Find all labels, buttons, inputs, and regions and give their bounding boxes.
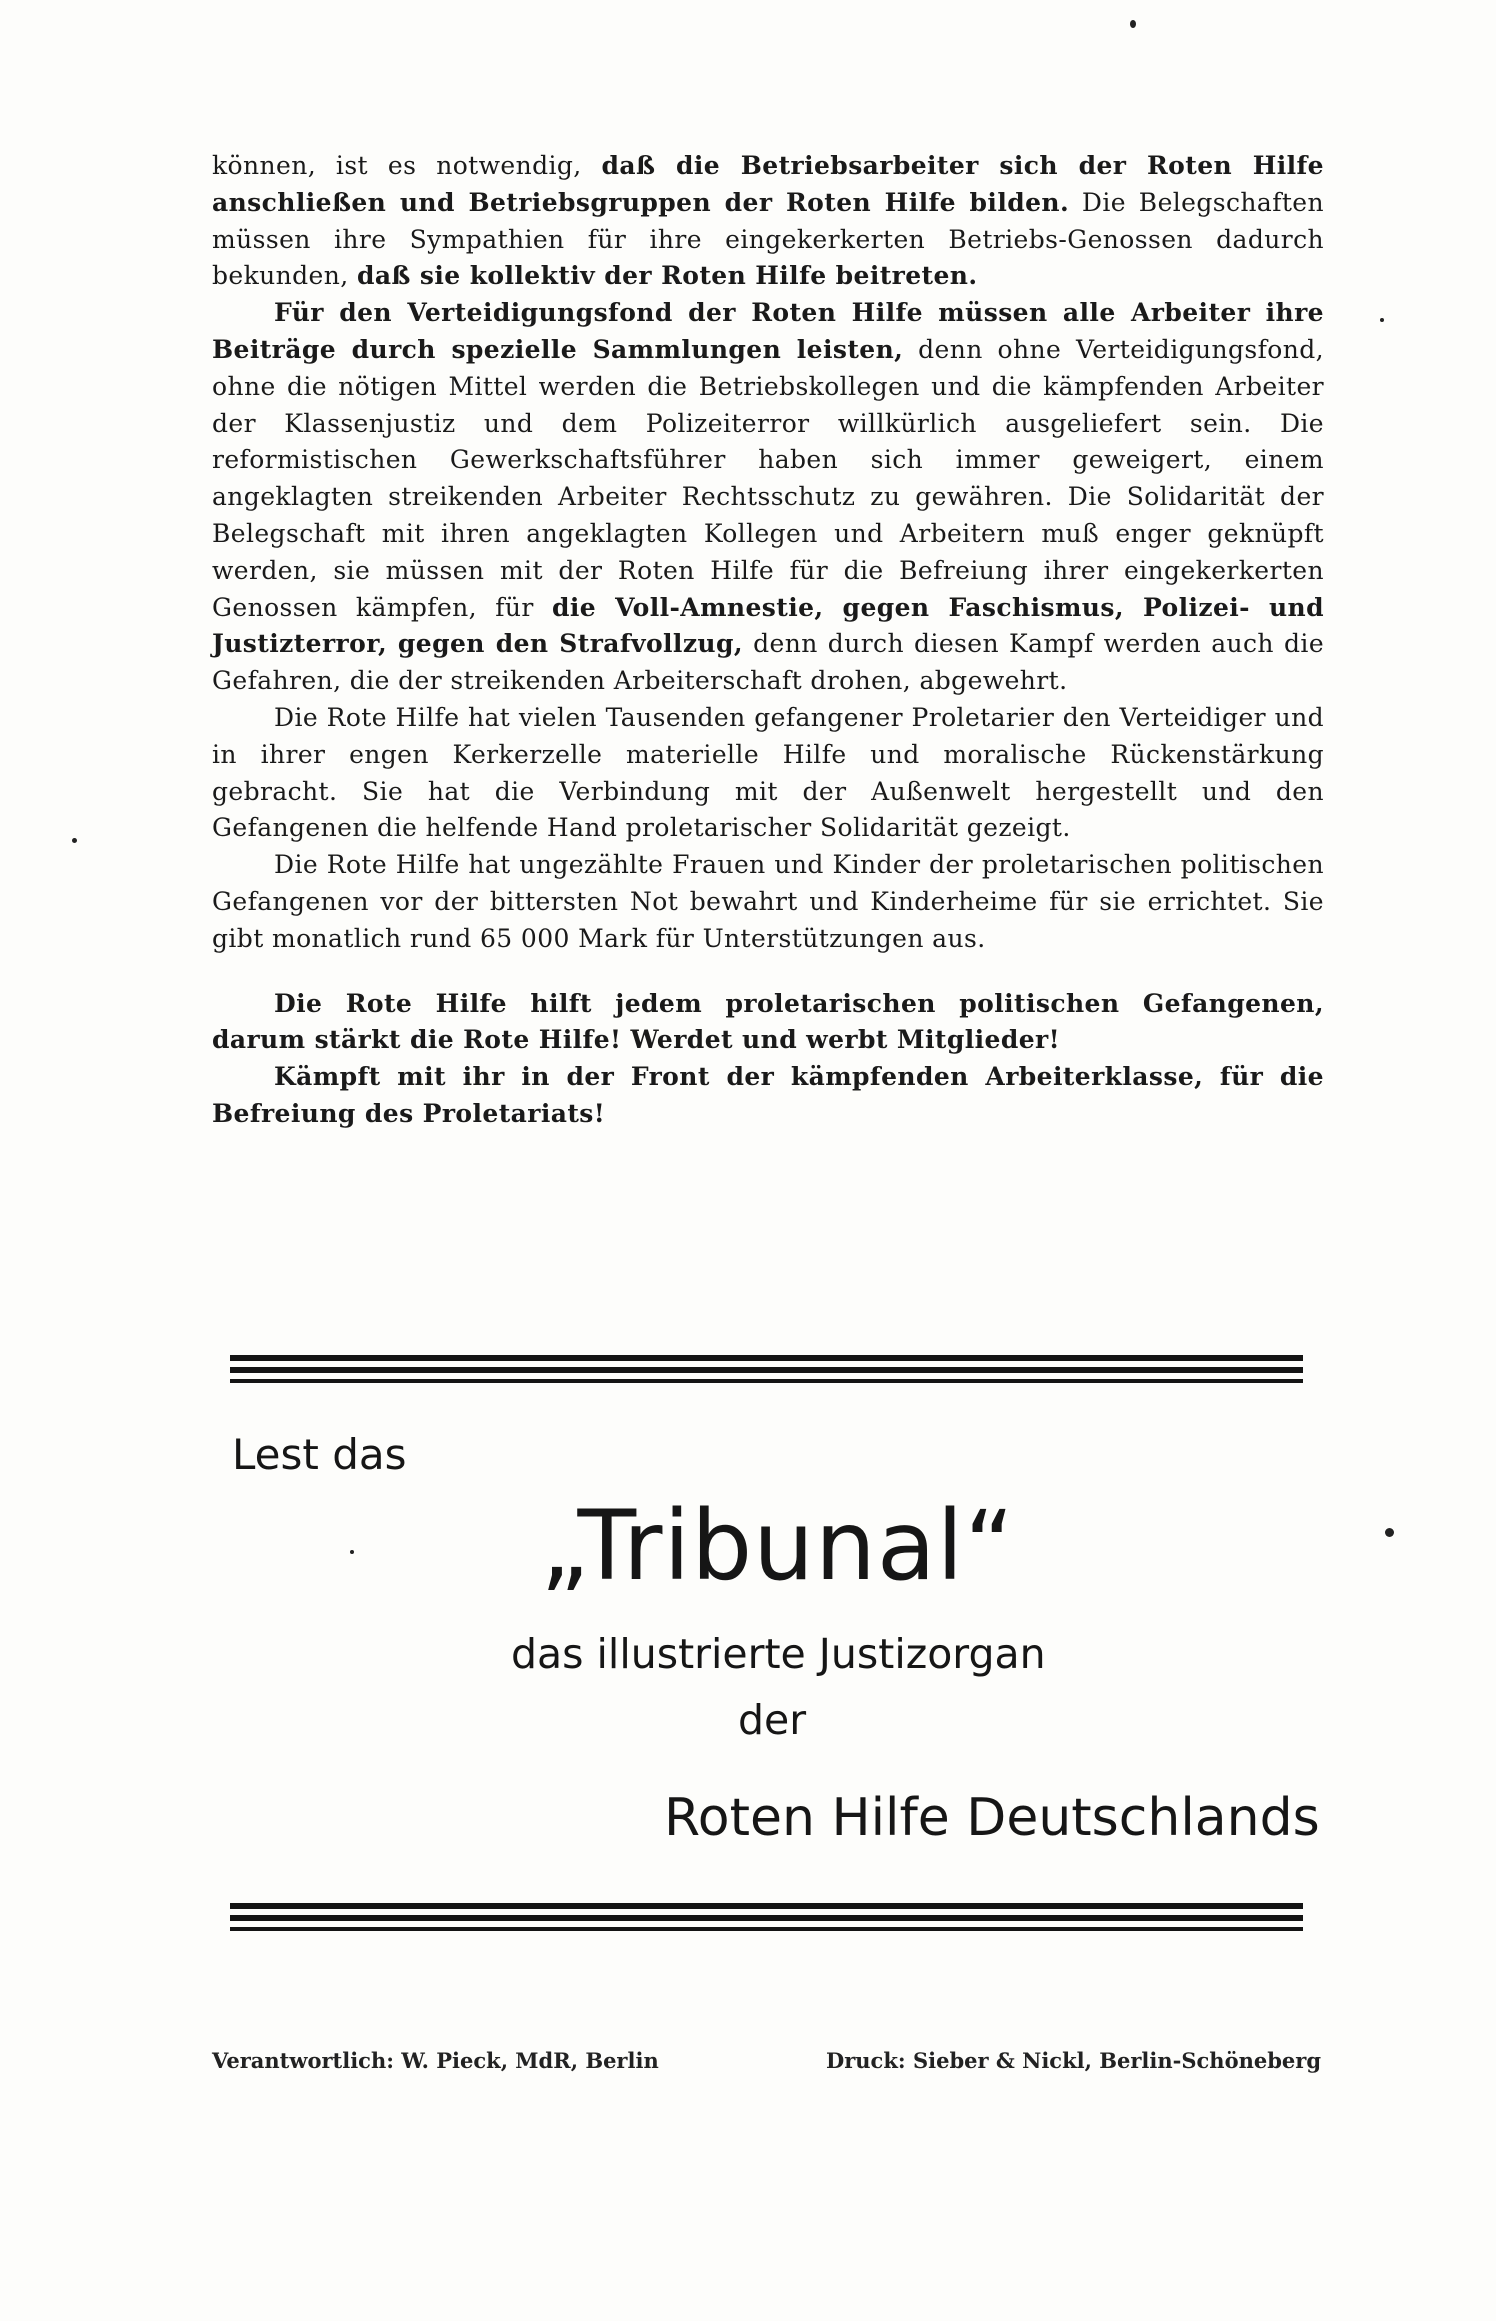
p2-bold-a: Für den Verteidigungsfond der Roten Hilfe müssen alle Arbeiter ihre Beiträge durch spezielle Sammlungen leisten, xyxy=(212,298,1324,364)
paragraph-3: Die Rote Hilfe hat vielen Tausenden gefangener Proletarier den Verteidiger und in ihrer engen Kerkerzelle materielle Hilfe und moralische Rückenstärkung gebracht. Sie hat die Verbindung mit der Außenwelt hergestellt und den Gefangenen die helfende Hand proletarischer Solidarität gezeigt. xyxy=(212,702,1324,843)
p6-bold: Kämpft mit ihr in der Front der kämpfenden Arbeiterklasse, für die Befreiung des Proletariats! xyxy=(212,1062,1324,1128)
paragraph-5 xyxy=(212,986,1324,1060)
print-speck xyxy=(1385,1528,1394,1537)
rule-line xyxy=(230,1379,1303,1383)
print-speck xyxy=(1380,318,1384,322)
footer-printer: Druck: Sieber & Nickl, Berlin-Schöneberg xyxy=(826,2048,1322,2073)
ad-organization: Roten Hilfe Deutschlands xyxy=(664,1788,1320,1848)
ad-subtitle: das illustrierte Justizorgan xyxy=(511,1630,1046,1678)
rule-line xyxy=(230,1367,1303,1373)
top-triple-rule xyxy=(230,1355,1303,1389)
ad-der: der xyxy=(738,1696,807,1744)
rule-line xyxy=(230,1927,1303,1931)
p1-bold-b: daß die Betriebsarbeiter sich der Roten Hilfe anschließen und Betriebsgruppen der Roten Hilfe bilden. xyxy=(212,151,1324,217)
print-speck xyxy=(1130,20,1136,28)
print-speck xyxy=(72,838,77,843)
paragraph-4: Die Rote Hilfe hat ungezählte Frauen und Kinder der proletarischen politischen Gefangenen vor der bittersten Not bewahrt und Kinderheime für sie errichtet. Sie gibt monatlich rund 65 000 Mark für Unterstützungen aus. xyxy=(212,850,1324,953)
bottom-triple-rule xyxy=(230,1903,1303,1937)
print-speck xyxy=(350,1550,354,1554)
p5-bold: Die Rote Hilfe hilft jedem proletarischen politischen Gefangenen, darum stärkt die Rote Hilfe! Werdet und werbt Mitglieder! xyxy=(212,988,1324,1055)
p1-text-c: Die Belegschaften müssen ihre Sympathien für ihre eingekerkerten Betriebs-Genossen dadurch bekunden, xyxy=(212,187,1325,291)
p2-bold-c: die Voll-Amnestie, gegen Faschismus, Polizei- und Justizterror, gegen den Strafvollzug, xyxy=(212,592,1324,659)
footer-responsible: Verantwortlich: W. Pieck, MdR, Berlin xyxy=(212,2048,659,2073)
p1-text-a: können, ist es notwendig, xyxy=(212,151,602,180)
p2-text-d: denn durch diesen Kampf werden auch die Gefahren, die der streikenden Arbeiterschaft drohen, abgewehrt. xyxy=(212,629,1325,696)
p1-bold-d: daß sie kollektiv der Roten Hilfe beitreten. xyxy=(356,261,978,291)
rule-line xyxy=(230,1355,1303,1361)
paragraph-6 xyxy=(212,1059,1324,1133)
rule-line xyxy=(230,1915,1303,1921)
p2-text-b: denn ohne Verteidigungsfond, ohne die nötigen Mittel werden die Betriebskollegen und die kämpfenden Arbeiter der Klassenjustiz und dem Polizeiterror willkürlich ausgeliefert sein. Die reformistischen Gewerkschaftsführer haben sich immer geweigert, einem angeklagten streikenden Arbeiter Rechtsschutz zu gewähren. Die Solidarität der Belegschaft mit ihren angeklagten Kollegen und Arbeitern muß enger geknüpft werden, sie müssen mit der Roten Hilfe für die Befreiung ihrer eingekerkerten Genossen kämpfen, für xyxy=(212,334,1324,622)
paragraph-2 xyxy=(212,295,1324,700)
rule-line xyxy=(230,1903,1303,1909)
ad-title: „Tribunal“ xyxy=(540,1490,1016,1602)
ad-lead-text: Lest das xyxy=(232,1430,407,1479)
body-text xyxy=(212,148,1324,1133)
paragraph-1 xyxy=(212,148,1324,295)
